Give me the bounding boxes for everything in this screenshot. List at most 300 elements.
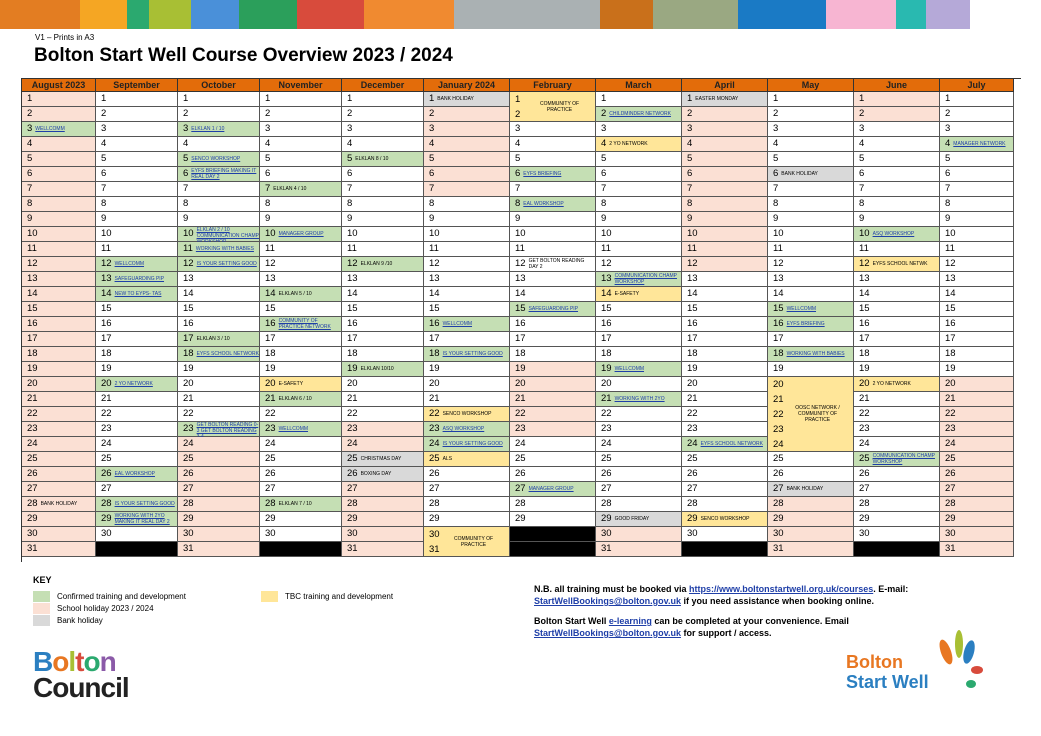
day-number: 7 (429, 183, 435, 194)
day-number: 29 (687, 513, 698, 524)
day-cell (854, 467, 940, 482)
day-number: 8 (945, 198, 951, 209)
day-number: 15 (429, 303, 440, 314)
day-number: 9 (347, 213, 353, 224)
event-day[interactable] (178, 257, 260, 272)
day-cell (510, 272, 596, 287)
day-number: 16 (859, 318, 870, 329)
day-number: 22 (601, 408, 612, 419)
day-cell (854, 422, 940, 437)
day-cell (22, 482, 96, 497)
day-number: 10 (687, 228, 698, 239)
event-day[interactable] (596, 272, 682, 287)
day-cell (510, 137, 596, 152)
day-number: 7 (183, 183, 189, 194)
day-number: 15 (687, 303, 698, 314)
day-number: 20 (773, 379, 784, 390)
event-label[interactable]: WORKING WITH BABIES (786, 351, 845, 357)
event-label[interactable]: WELLCOMM (786, 306, 817, 312)
day-number: 23 (183, 423, 194, 434)
day-number: 17 (265, 333, 276, 344)
event-label[interactable]: ASQ WORKSHOP (872, 231, 915, 237)
day-cell (22, 212, 96, 227)
event-day[interactable] (510, 302, 596, 317)
day-cell (96, 332, 178, 347)
day-cell (940, 167, 1014, 182)
day-number: 9 (183, 213, 189, 224)
day-number: 10 (265, 228, 276, 239)
day-cell (854, 182, 940, 197)
event-day[interactable] (768, 302, 854, 317)
day-cell (596, 317, 682, 332)
day-number: 27 (687, 483, 698, 494)
day-cell (260, 512, 342, 527)
day-cell (342, 137, 424, 152)
day-number: 15 (601, 303, 612, 314)
day-number: 18 (945, 348, 956, 359)
event-day[interactable] (96, 497, 178, 512)
day-cell (940, 257, 1014, 272)
day-cell (768, 287, 854, 302)
day-cell (22, 437, 96, 452)
day-number: 26 (429, 468, 440, 479)
bolton-council-logo (33, 646, 129, 703)
day-cell (260, 107, 342, 122)
day-cell (22, 287, 96, 302)
day-number: 25 (773, 453, 784, 464)
day-cell (178, 107, 260, 122)
day-number: 27 (347, 483, 358, 494)
day-number: 26 (347, 468, 358, 479)
day-cell (596, 377, 682, 392)
event-label[interactable]: COMMUNICATION CHAMP WORKSHOP (614, 273, 677, 285)
day-number: 15 (27, 303, 38, 314)
event-span[interactable] (424, 527, 510, 557)
day-number: 2 (265, 108, 271, 119)
day-cell (596, 122, 682, 137)
day-cell (854, 197, 940, 212)
day-number: 19 (429, 363, 440, 374)
day-number: 24 (101, 438, 112, 449)
event-day (342, 362, 424, 377)
day-cell (260, 137, 342, 152)
day-cell (96, 182, 178, 197)
event-label[interactable]: EYFS SCHOOL NETWORK (196, 351, 259, 357)
day-number: 5 (515, 153, 521, 164)
event-day[interactable] (96, 287, 178, 302)
event-span[interactable] (510, 92, 596, 122)
event-label: BANK HOLIDAY (40, 501, 78, 507)
event-label: ELKLAN 10/10 (360, 366, 394, 372)
day-cell (596, 167, 682, 182)
day-cell (854, 407, 940, 422)
day-cell (596, 542, 682, 557)
day-cell (260, 302, 342, 317)
day-cell (342, 287, 424, 302)
day-number: 27 (429, 483, 440, 494)
event-label[interactable]: GET BOLTON READING 0-3 GET BOLTON READING (196, 422, 259, 434)
event-label[interactable]: WELLCOMM (278, 426, 309, 432)
day-number: 23 (515, 423, 526, 434)
event-day[interactable] (178, 167, 260, 182)
day-number: 25 (27, 453, 38, 464)
day-number: 25 (601, 453, 612, 464)
day-cell (510, 182, 596, 197)
day-number: 21 (183, 393, 194, 404)
day-cell (854, 152, 940, 167)
day-number: 8 (515, 198, 521, 209)
day-number: 19 (601, 363, 612, 374)
logo-letter: l (68, 646, 76, 677)
event-label[interactable]: EYFS BRIEFING (786, 321, 825, 327)
day-cell (854, 92, 940, 107)
event-label[interactable]: COMMUNITY OF PRACTICE NETWORK (278, 318, 331, 330)
day-number: 12 (859, 258, 870, 269)
day-cell (596, 257, 682, 272)
event-day (342, 257, 424, 272)
day-number: 22 (27, 408, 38, 419)
day-number: 4 (101, 138, 107, 149)
event-day[interactable] (178, 347, 260, 362)
event-day[interactable] (96, 377, 178, 392)
day-cell (854, 167, 940, 182)
month-header: March (596, 79, 682, 92)
day-number: 2 (687, 108, 693, 119)
event-label[interactable]: MANAGER GROUP (528, 486, 574, 492)
day-cell (768, 212, 854, 227)
event-label[interactable]: WORKING WITH BABIES (195, 246, 254, 252)
event-day[interactable] (178, 152, 260, 167)
day-number: 23 (101, 423, 112, 434)
month-header: July (940, 79, 1014, 92)
event-day[interactable] (854, 452, 940, 467)
event-label[interactable]: EAL WORKSHOP (114, 471, 155, 477)
event-label[interactable]: SAFEGUARDING PIP (114, 276, 165, 282)
day-cell (22, 167, 96, 182)
event-label[interactable]: EAL WORKSHOP (523, 201, 564, 207)
note-text: can be completed at your convenience. Email (651, 616, 849, 626)
color-block (80, 0, 127, 29)
event-label[interactable]: NEW TO EYPS- TAS (114, 291, 162, 297)
day-number: 24 (27, 438, 38, 449)
day-number: 28 (601, 498, 612, 509)
day-number: 19 (101, 363, 112, 374)
day-cell (178, 212, 260, 227)
day-number: 1 (347, 93, 353, 104)
day-cell (596, 347, 682, 362)
day-cell (342, 392, 424, 407)
day-number: 13 (859, 273, 870, 284)
empty-day (260, 542, 342, 557)
day-number: 20 (265, 378, 276, 389)
day-cell (96, 167, 178, 182)
day-number: 3 (945, 123, 951, 134)
day-number: 2 (515, 109, 521, 120)
day-cell (940, 227, 1014, 242)
day-number: 11 (101, 243, 111, 254)
day-number: 24 (773, 439, 784, 450)
day-cell (178, 362, 260, 377)
day-cell (854, 122, 940, 137)
event-label[interactable]: IS YOUR SETTING GOOD (442, 351, 503, 357)
event-label[interactable]: MANAGER NETWORK (953, 141, 1006, 147)
day-cell (96, 197, 178, 212)
event-label[interactable]: MANAGER GROUP (278, 231, 324, 237)
day-cell (96, 92, 178, 107)
month-header: January 2024 (424, 79, 510, 92)
event-day (596, 512, 682, 527)
day-cell (22, 467, 96, 482)
day-number: 26 (183, 468, 194, 479)
day-number: 20 (859, 378, 870, 389)
day-number: 3 (601, 123, 607, 134)
event-day[interactable] (424, 422, 510, 437)
day-number: 26 (601, 468, 612, 479)
courses-link[interactable]: https://www.boltonstartwell.org.uk/courses (689, 584, 874, 594)
day-cell (682, 257, 768, 272)
day-cell (424, 377, 510, 392)
event-day (342, 467, 424, 482)
event-label: BANK HOLIDAY (437, 96, 474, 102)
day-cell (22, 242, 96, 257)
day-cell (96, 482, 178, 497)
day-cell (596, 467, 682, 482)
event-label[interactable]: WELLCOMM (442, 321, 473, 327)
day-number: 10 (429, 228, 440, 239)
day-cell (424, 482, 510, 497)
email-link-2[interactable]: StartWellBookings@bolton.gov.uk (534, 628, 681, 638)
event-day[interactable] (260, 317, 342, 332)
day-number: 18 (101, 348, 112, 359)
day-number: 11 (687, 243, 697, 254)
event-day (424, 452, 510, 467)
day-cell (260, 242, 342, 257)
day-number: 9 (515, 213, 521, 224)
color-block (191, 0, 239, 29)
day-number: 11 (183, 243, 193, 254)
booking-note (534, 583, 974, 607)
day-number: 2 (773, 108, 779, 119)
event-label[interactable]: EYFS SCHOOL NETWORK (700, 441, 763, 447)
event-span[interactable] (768, 377, 854, 452)
day-number: 1 (101, 93, 107, 104)
event-day[interactable] (596, 392, 682, 407)
day-number: 15 (515, 303, 526, 314)
elearning-link[interactable]: e-learning (608, 616, 652, 626)
day-cell (854, 212, 940, 227)
day-cell (342, 92, 424, 107)
day-number: 2 (183, 108, 189, 119)
day-number: 7 (515, 183, 521, 194)
day-cell (682, 287, 768, 302)
event-day[interactable] (22, 122, 96, 137)
event-day[interactable] (510, 482, 596, 497)
day-cell (342, 332, 424, 347)
event-label[interactable]: IS YOUR SETTING GOOD (114, 501, 175, 507)
day-number: 29 (601, 513, 612, 524)
day-cell (424, 392, 510, 407)
event-day[interactable] (178, 227, 260, 242)
day-number: 1 (601, 93, 607, 104)
event-day[interactable] (940, 137, 1014, 152)
day-number: 18 (515, 348, 526, 359)
day-number: 21 (515, 393, 526, 404)
event-label: E-SAFETY (278, 381, 304, 387)
day-number: 1 (27, 93, 33, 104)
event-day[interactable] (596, 362, 682, 377)
event-day[interactable] (96, 467, 178, 482)
event-label[interactable]: CHILDMINDER NETWORK (609, 111, 671, 117)
day-number: 2 (859, 108, 865, 119)
event-label[interactable]: COMMUNICATION CHAMP WORKSHOP (872, 453, 935, 465)
day-number: 3 (101, 123, 107, 134)
event-day[interactable] (682, 437, 768, 452)
event-day[interactable] (510, 197, 596, 212)
event-day[interactable] (768, 347, 854, 362)
day-number: 23 (773, 424, 784, 435)
day-number: 21 (265, 393, 276, 404)
day-number: 3 (515, 123, 521, 134)
event-label[interactable]: EYFS BRIEFING (523, 171, 562, 177)
day-number: 4 (773, 138, 779, 149)
day-number: 5 (429, 153, 435, 164)
color-block (926, 0, 970, 29)
day-number: 1 (265, 93, 271, 104)
day-cell (178, 197, 260, 212)
day-cell (342, 437, 424, 452)
day-number: 29 (515, 513, 526, 524)
day-number: 13 (347, 273, 358, 284)
event-label[interactable]: IS YOUR SETTING GOOD (196, 261, 257, 267)
day-cell (178, 452, 260, 467)
day-cell (22, 452, 96, 467)
day-cell (510, 362, 596, 377)
day-number: 22 (101, 408, 112, 419)
color-block (896, 0, 926, 29)
day-cell (260, 152, 342, 167)
day-cell (510, 497, 596, 512)
event-day[interactable] (424, 347, 510, 362)
day-number: 2 (429, 108, 435, 119)
color-block (149, 0, 191, 29)
event-label[interactable]: 2 YO NETWORK (114, 381, 153, 387)
month-header: October (178, 79, 260, 92)
day-number: 2 (945, 108, 951, 119)
day-cell (768, 452, 854, 467)
day-cell (96, 242, 178, 257)
event-day[interactable] (596, 107, 682, 122)
event-day (768, 482, 854, 497)
day-cell (682, 107, 768, 122)
day-cell (596, 92, 682, 107)
event-day[interactable] (96, 512, 178, 527)
event-label[interactable]: WORKING WITH 2YO MAKING IT REAL DAY 2 (114, 513, 170, 525)
event-day[interactable] (260, 227, 342, 242)
month-header: June (854, 79, 940, 92)
event-label[interactable]: WORKING WITH 2YO (614, 396, 665, 402)
page-title: Bolton Start Well Course Overview 2023 / 2024 (34, 45, 453, 66)
event-day[interactable] (178, 242, 260, 257)
event-day[interactable] (96, 257, 178, 272)
event-day[interactable] (260, 422, 342, 437)
event-label[interactable]: SAFEGUARDING PIP (528, 306, 579, 312)
day-number: 5 (265, 153, 271, 164)
day-cell (510, 317, 596, 332)
email-link[interactable]: StartWellBookings@bolton.gov.uk (534, 596, 681, 606)
event-day[interactable] (768, 317, 854, 332)
day-cell (96, 137, 178, 152)
day-number: 1 (859, 93, 865, 104)
event-label[interactable]: EYFS BRIEFING MAKING IT REAL DAY 2 (191, 168, 257, 180)
day-cell (260, 122, 342, 137)
day-cell (424, 137, 510, 152)
event-label[interactable]: WELLCOMM (35, 126, 65, 132)
event-day (682, 92, 768, 107)
day-number: 22 (183, 408, 194, 419)
day-number: 20 (27, 378, 38, 389)
day-number: 5 (687, 153, 693, 164)
day-cell (854, 272, 940, 287)
day-cell (178, 467, 260, 482)
day-cell (96, 422, 178, 437)
event-day[interactable] (510, 167, 596, 182)
event-label[interactable]: ELKLAN 2 / 10 COMMUNICATION CHAMP (196, 227, 259, 239)
day-cell (96, 452, 178, 467)
day-cell (342, 377, 424, 392)
event-day[interactable] (424, 437, 510, 452)
event-label[interactable]: ELKLAN 1 / 10 (191, 126, 225, 132)
event-day[interactable] (424, 317, 510, 332)
day-cell (342, 527, 424, 542)
day-number: 13 (945, 273, 956, 284)
day-cell (342, 302, 424, 317)
day-cell (940, 452, 1014, 467)
day-cell (424, 287, 510, 302)
event-day[interactable] (178, 122, 260, 137)
event-day[interactable] (96, 272, 178, 287)
day-cell (424, 107, 510, 122)
event-label[interactable]: WELLCOMM (114, 261, 145, 267)
day-number: 17 (773, 333, 784, 344)
event-label: 2 YO NETWORK (609, 141, 648, 147)
event-day[interactable] (854, 227, 940, 242)
day-number: 20 (183, 378, 194, 389)
day-number: 30 (687, 528, 698, 539)
day-number: 29 (183, 513, 194, 524)
day-cell (424, 167, 510, 182)
day-number: 17 (515, 333, 526, 344)
event-label[interactable]: WELLCOMM (614, 366, 645, 372)
day-number: 16 (101, 318, 112, 329)
day-number: 11 (265, 243, 275, 254)
day-cell (854, 137, 940, 152)
day-cell (596, 452, 682, 467)
day-number: 24 (945, 438, 956, 449)
day-cell (342, 512, 424, 527)
day-number: 25 (515, 453, 526, 464)
event-day[interactable] (178, 422, 260, 437)
event-label[interactable]: IS YOUR SETTING GOOD (442, 441, 503, 447)
day-cell (22, 272, 96, 287)
day-cell (682, 467, 768, 482)
day-number: 24 (515, 438, 526, 449)
day-cell (510, 227, 596, 242)
day-cell (940, 377, 1014, 392)
day-cell (510, 122, 596, 137)
event-label[interactable]: ASQ WORKSHOP (442, 426, 485, 432)
event-label[interactable]: SENCO WORKSHOP (191, 156, 241, 162)
day-number: 9 (265, 213, 271, 224)
